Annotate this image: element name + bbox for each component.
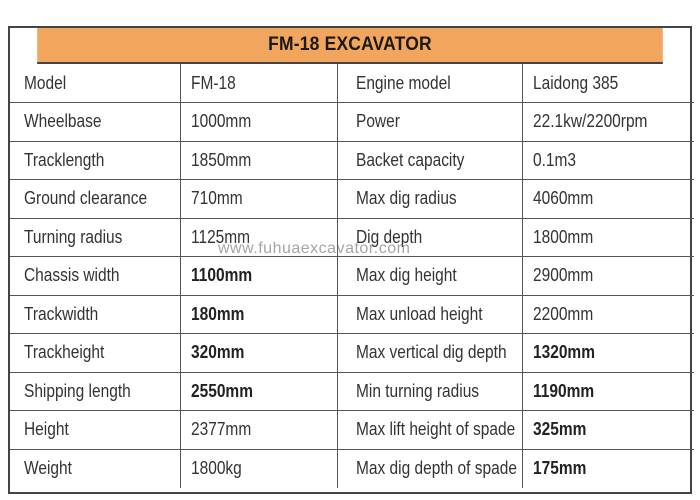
table-row	[10, 64, 694, 103]
spec-label-cell	[337, 411, 522, 450]
spec-label-cell	[337, 64, 522, 103]
spec-label-cell	[10, 295, 180, 334]
spec-label-cell	[10, 372, 180, 411]
spec-label: Max vertical dig depth	[355, 342, 507, 363]
spec-value-cell	[522, 334, 694, 373]
spec-label-cell	[10, 411, 180, 450]
spec-value: 1100mm	[190, 265, 252, 286]
spec-label: Tracklength	[24, 149, 105, 170]
table-row	[10, 372, 694, 411]
spec-label: Trackheight	[24, 342, 105, 363]
spec-value: 320mm	[190, 342, 244, 363]
spec-label: Backet capacity	[355, 149, 464, 170]
spec-value-cell	[180, 411, 337, 450]
spec-value-cell	[180, 141, 337, 180]
spec-label-cell	[10, 449, 180, 488]
spec-label-cell	[10, 103, 180, 142]
spec-value-cell	[180, 334, 337, 373]
spec-value-cell	[522, 103, 694, 142]
table-row	[10, 257, 694, 296]
spec-label-cell	[337, 295, 522, 334]
spec-value-cell	[522, 295, 694, 334]
spec-value-cell	[522, 449, 694, 488]
table-row	[10, 103, 694, 142]
spec-value-cell	[522, 411, 694, 450]
spec-value: 1125mm	[190, 226, 250, 247]
spec-value: Laidong 385	[532, 72, 618, 93]
spec-value: 2200mm	[532, 303, 593, 324]
spec-label: Shipping length	[24, 380, 131, 401]
spec-value: 0.1m3	[532, 149, 576, 170]
spec-value: 175mm	[532, 458, 586, 478]
spec-label: Ground clearance	[24, 188, 148, 209]
spec-value-cell	[522, 180, 694, 219]
spec-label-cell	[337, 334, 522, 373]
spec-label: Turning radius	[24, 226, 123, 247]
spec-label: Trackwidth	[24, 303, 99, 324]
spec-label-cell	[337, 141, 522, 180]
spec-label: Max lift height of spade	[355, 419, 515, 440]
spec-label-cell	[337, 257, 522, 296]
spec-value: 22.1kw/2200rpm	[532, 111, 647, 132]
spec-label-cell	[10, 180, 180, 219]
spec-value-cell	[180, 295, 337, 334]
spec-label-cell	[337, 180, 522, 219]
spec-label: Max dig depth of spade	[355, 458, 517, 478]
spec-value: 4060mm	[532, 188, 593, 209]
spec-value: 1850mm	[190, 149, 251, 170]
spec-label: Max unload height	[355, 303, 483, 324]
spec-value: 1320mm	[532, 342, 595, 363]
spec-value: 1800mm	[532, 226, 593, 247]
spec-label-cell	[10, 334, 180, 373]
spec-value-cell	[180, 257, 337, 296]
spec-value: 1000mm	[190, 111, 251, 132]
spec-value-cell	[180, 180, 337, 219]
table-row	[10, 449, 694, 488]
table-row	[10, 411, 694, 450]
spec-value: 1190mm	[532, 380, 594, 401]
spec-value-cell	[180, 372, 337, 411]
spec-label: Wheelbase	[24, 111, 102, 132]
spec-value: 2550mm	[190, 380, 253, 401]
spec-value-cell	[522, 257, 694, 296]
spec-label-cell	[10, 218, 180, 257]
watermark: www.fuhuaexcavator.com	[218, 240, 411, 257]
spec-label: Power	[355, 111, 400, 132]
table-row	[10, 295, 694, 334]
spec-value: 2900mm	[532, 265, 593, 286]
spec-label: Dig depth	[355, 226, 422, 247]
spec-label-cell	[337, 218, 522, 257]
spec-label-cell	[337, 449, 522, 488]
spec-label-cell	[337, 103, 522, 142]
spec-sheet	[8, 26, 692, 494]
spec-value-cell	[180, 64, 337, 103]
table-row	[10, 141, 694, 180]
table-title: FM-18 EXCAVATOR	[37, 28, 663, 64]
spec-value-cell	[522, 64, 694, 103]
spec-table	[10, 64, 694, 488]
spec-label: Height	[24, 419, 69, 440]
spec-value: 2377mm	[190, 419, 251, 440]
table-row	[10, 180, 694, 219]
spec-label-cell	[10, 141, 180, 180]
spec-value: 1800kg	[190, 458, 242, 478]
spec-label: Max dig radius	[355, 188, 457, 209]
spec-label: Engine model	[355, 72, 451, 93]
spec-label: Weight	[24, 458, 72, 478]
spec-value: FM-18	[190, 72, 236, 93]
spec-value-cell	[180, 103, 337, 142]
spec-value-cell	[522, 372, 694, 411]
spec-label-cell	[337, 372, 522, 411]
spec-value-cell	[522, 141, 694, 180]
spec-value-cell	[180, 449, 337, 488]
spec-label: Chassis width	[24, 265, 120, 286]
spec-value: 710mm	[190, 188, 243, 209]
spec-value-cell	[180, 218, 337, 257]
spec-label: Model	[24, 72, 67, 93]
spec-value: 325mm	[532, 419, 586, 440]
spec-value: 180mm	[190, 303, 244, 324]
spec-label-cell	[10, 257, 180, 296]
spec-label-cell	[10, 64, 180, 103]
table-row	[10, 334, 694, 373]
spec-value-cell	[522, 218, 694, 257]
spec-label: Max dig height	[355, 265, 457, 286]
table-row	[10, 218, 694, 257]
spec-label: Min turning radius	[355, 380, 479, 401]
